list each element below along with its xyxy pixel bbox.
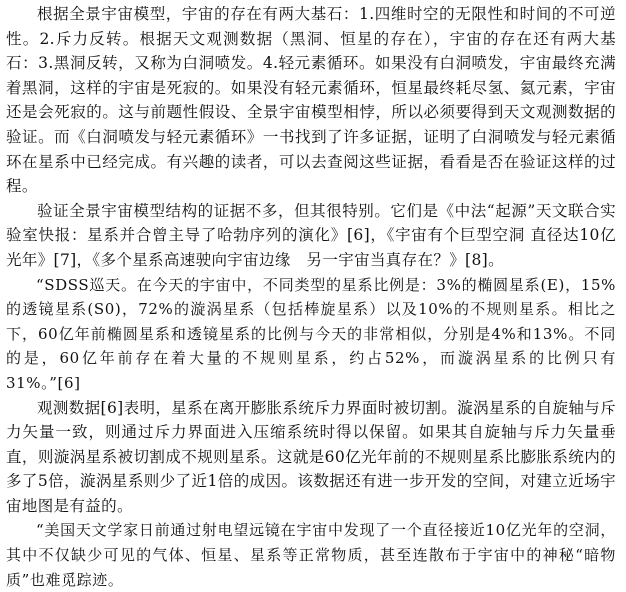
paragraph-cornerstones: 根据全景宇宙模型，宇宙的存在有两大基石：1.四维时空的无限性和时间的不可逆性。2.斥力反转。根据天文观测数据（黑洞、恒星的存在），宇宙的存在还有两大基石：3.黑洞反转，又称为白洞喷发。4.轻元素循环。如果没有白洞喷发，宇宙最终充满着黑洞，这样的宇宙是死寂的。如果没有轻元素循环，恒星最终耗尽氢、氦元素，宇宙还是会死寂的。这与前题性假设、全景宇宙模型相悖，所以必须要得到天文观测数据的验证。而《白洞喷发与轻元素循环》一书找到了许多证据，证明了白洞喷发与轻元素循环在星系中已经完成。有兴趣的读者，可以去查阅这些证据，看看是否在验证这样的过程。 <box>6 5 616 196</box>
document-page <box>6 2 616 592</box>
quote-sdss-survey: “SDSS巡天。在今天的宇宙中，不同类型的星系比例是：3%的椭圆星系(E)，15%的透镜星系(S0)，72%的漩涡星系（包括棒旋星系）以及10%的不规则星系。相比之下，60亿年前椭圆星系和透镜星系的比例与今天的非常相似，分别是4%和13%。不同的是，60亿年前存在着大量的不规则星系，约占52%，而漩涡星系的比例只有31%。”[6] <box>6 275 616 392</box>
paragraph-evidence-sources: 验证全景宇宙模型结构的证据不多，但其很特别。它们是《中法“起源”天文联合实验室快报：星系并合曾主导了哈勃序列的演化》[6]，《宇宙有个巨型空洞 直径达10亿光年》[7]，《多个星系高速驶向宇宙边缘 另一宇宙当真存在？》[8]。 <box>6 201 616 269</box>
paragraph-observation-analysis: 观测数据[6]表明，星系在离开膨胀系统斥力界面时被切割。漩涡星系的自旋轴与斥力矢量一致，则通过斥力界面进入压缩系统时得以保留。如果其自旋轴与斥力矢量垂直，则漩涡星系被切割成不规则星系。这就是60亿光年前的不规则星系比膨胀系统内的多了5倍，漩涡星系则少了近1倍的成因。该数据还有进一步开发的空间，对建立近场宇宙地图是有益的。 <box>6 398 616 515</box>
quote-giant-void: “美国天文学家日前通过射电望远镜在宇宙中发现了一个直径接近10亿光年的空洞，其中不仅缺少可见的气体、恒星、星系等正常物质，甚至连散布于宇宙中的神秘“暗物质”也难觅踪迹。 <box>6 521 616 589</box>
